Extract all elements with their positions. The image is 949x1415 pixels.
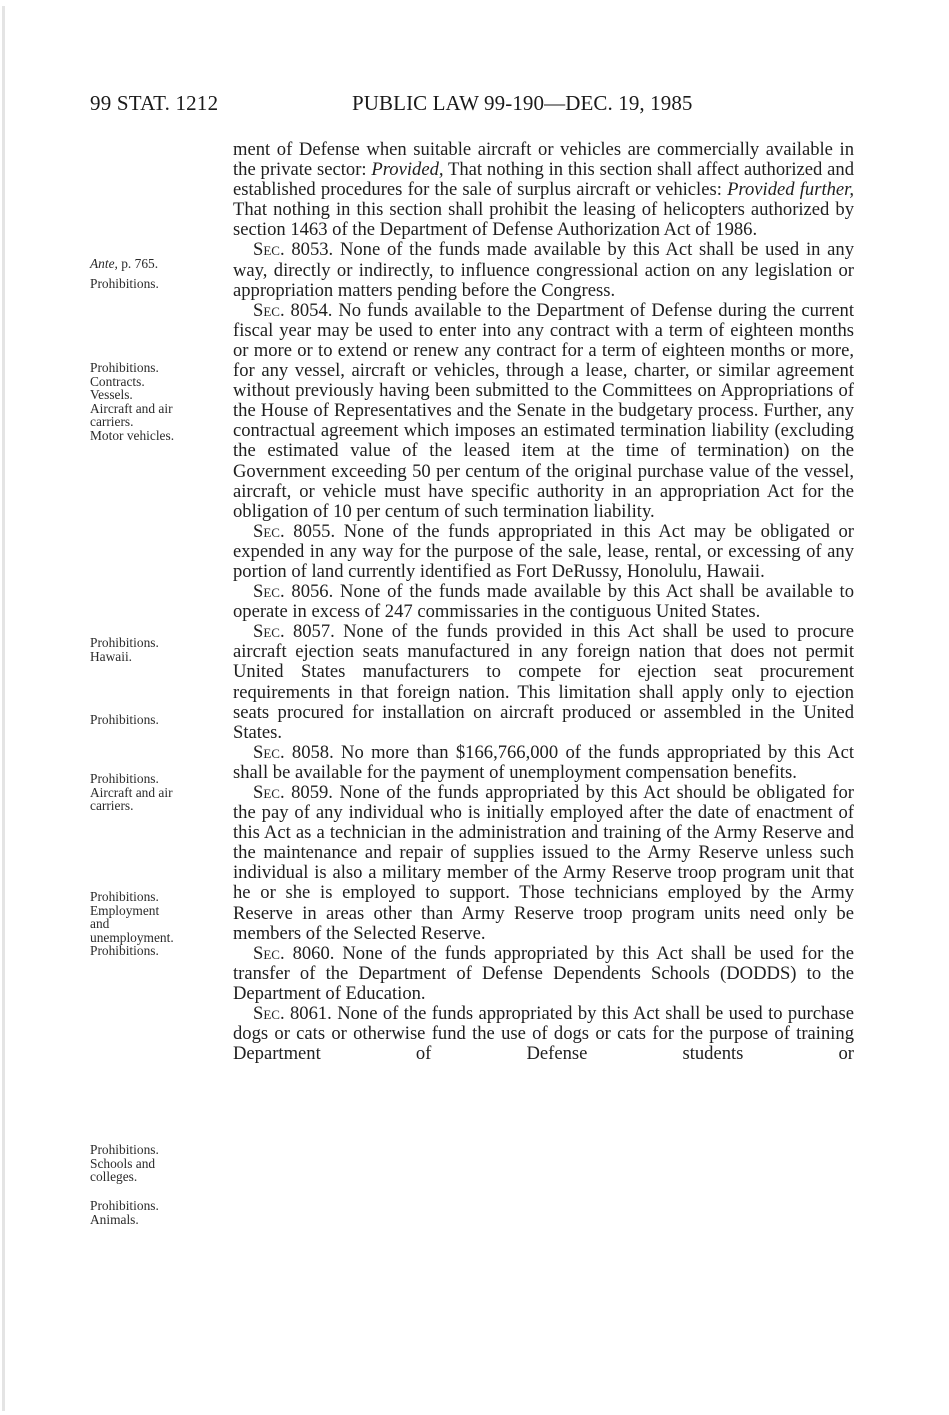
section-number: 8055. <box>293 520 336 542</box>
section-8056 <box>233 582 854 622</box>
section-8059 <box>233 783 854 944</box>
section-label: Sec. <box>253 621 285 643</box>
margin-note-8060 <box>90 1143 220 1184</box>
section-text: None of the funds appropriated by this Act should be obligated for the pay of any individual who is initially employed after the date of enactment of this Act as a technician in the administration and training of the Army Reserve and the maintenance and repair of supplies issued to the Army Reserve unless such individual is also a military member of the Army Reserve troop program unit that he or she is employed to support. Those technicians employed by the Army Reserve in areas other than Army Reserve troop program units need only be members of the Selected Reserve. <box>233 782 854 944</box>
margin-note-8061 <box>90 1199 220 1226</box>
margin-note-text: colleges. <box>90 1169 138 1185</box>
margin-note-text: Ante, <box>90 256 118 271</box>
section-label: Sec. <box>253 520 285 542</box>
section-number: 8053. <box>291 239 334 261</box>
margin-note-text: Aircraft and air <box>90 400 173 416</box>
section-number: 8059. <box>291 782 333 803</box>
section-text: None of the funds appropriated by this Act shall be used for the transfer of the Department of Defense Dependents Schools (DODDS) to the Department of Education. <box>233 942 854 1004</box>
section-label: Sec. <box>253 1003 285 1025</box>
section-label: Sec. <box>253 239 285 261</box>
margin-note-text: Prohibitions. <box>90 943 159 959</box>
margin-note-text: Animals. <box>90 1211 139 1227</box>
section-label: Sec. <box>253 782 285 803</box>
section-label: Sec. <box>253 581 285 603</box>
section-number: 8061. <box>289 1003 332 1025</box>
margin-note-8057 <box>90 772 220 813</box>
section-number: 8058. <box>291 741 334 763</box>
section-8057 <box>233 622 854 743</box>
body-text <box>233 140 854 1064</box>
margin-note-text: Prohibitions. <box>90 1198 159 1213</box>
margin-note-text: and <box>90 916 110 932</box>
margin-note-8058-8059 <box>90 890 220 958</box>
margin-note-text: carriers. <box>90 798 134 814</box>
section-text: None of the funds appropriated in this Act may be obligated or expended in any way for the purpose of the sale, lease, rental, or excessing of any portion of land currently identified as Fort DeRussy, Honolulu, Hawaii. <box>233 520 855 582</box>
margin-note-text: p. 765. <box>117 256 159 271</box>
section-text: None of the funds made available by this Act shall be available to operate in excess of 247 commissaries in the contiguous United States. <box>233 581 854 623</box>
margin-note-text: Schools and <box>90 1155 156 1171</box>
page-edge <box>2 6 5 1411</box>
margin-note-text: Contracts. <box>90 373 145 389</box>
section-text: None of the funds made available by this Act shall be used in any way, directly or indirectly, to influence congressional action on any legislation or appropriation matters pending before the Congress. <box>233 239 855 301</box>
margin-note-text: Vessels. <box>90 387 133 403</box>
margin-note-text: Hawaii. <box>90 648 133 664</box>
margin-note-text: Prohibitions. <box>90 360 159 375</box>
section-label: Sec. <box>253 741 285 763</box>
section-8053 <box>233 240 854 300</box>
section-8061 <box>233 1004 854 1064</box>
margin-note-text: Prohibitions. <box>90 276 159 291</box>
section-label: Sec. <box>253 942 285 964</box>
section-text: None of the funds appropriated by this Act shall be used to purchase dogs or cats or otherwise fund the use of dogs or cats for the purpose of training Department of Defense students or <box>233 1003 854 1065</box>
margin-note-text: Motor vehicles. <box>90 427 175 443</box>
margin-note-8056 <box>90 713 220 727</box>
margin-note-text: Prohibitions. <box>90 635 159 650</box>
margin-note-8055 <box>90 636 220 663</box>
margin-note-ante <box>90 257 220 271</box>
section-8058 <box>233 743 854 783</box>
margin-note-text: Prohibitions. <box>90 771 159 786</box>
margin-note-8053 <box>90 277 220 291</box>
margin-note-text: Prohibitions. <box>90 712 159 727</box>
section-8054 <box>233 301 854 522</box>
section-number: 8056. <box>291 581 334 603</box>
section-text: No funds available to the Department of Defense during the current fiscal year may be used to enter into any contract with a term of eighteen months or more or to extend or renew any contract for a term of eighteen months or more, for any vessel, aircraft or vehicles, through a lease, charter, or similar agreement without previously having been submitted to the Committees on Appropriations of the House of Representatives and the Senate in the budgetary process. Further, any contractual agreement which imposes an estimated termination liability (excluding the estimated value of the leased item at the time of termination) on the Government exceeding 50 per centum of the original purchase value of the vessel, aircraft, or vehicle must have specific authority in an appropriation Act for the obligation of 10 per centum of such termination liability. <box>233 299 854 522</box>
continuation-paragraph: ment of Defense when suitable aircraft or vehicles are commercially available in the private sector: Provided, That nothing in this section shall affect authorized and established procedures for the sale of surplus aircraft or vehicles: Provided further, That nothing in this section shall prohibit the leasing of helicopters authorized by section 1463 of the Department of Defense Authorization Act of 1986. <box>233 139 854 241</box>
section-number: 8054. <box>290 299 333 321</box>
section-number: 8060. <box>292 942 335 964</box>
section-text: No more than $166,766,000 of the funds appropriated by this Act shall be available for the payment of unemployment compensation benefits. <box>233 741 854 783</box>
running-head <box>90 90 740 116</box>
section-text: None of the funds provided in this Act shall be used to procure aircraft ejection seats manufactured in any foreign nation that does not permit United States manufacturers to compete for ejection seat procurement requirements in that foreign nation. This limitation shall apply only to ejection seats procured for installation on aircraft produced or assembled in the United States. <box>233 621 854 743</box>
margin-note-8054 <box>90 361 220 443</box>
margin-note-text: Aircraft and air <box>90 784 173 800</box>
section-label: Sec. <box>253 299 285 321</box>
margin-note-text: Employment <box>90 902 160 918</box>
margin-note-text: carriers. <box>90 414 134 430</box>
margin-note-text: Prohibitions. <box>90 889 159 904</box>
law-title: PUBLIC LAW 99-190—DEC. 19, 1985 <box>352 91 693 115</box>
margin-note-text: unemployment. <box>90 929 174 945</box>
section-8060 <box>233 944 854 1004</box>
section-8055 <box>233 522 854 582</box>
statute-page-number: 99 STAT. 1212 <box>90 91 219 115</box>
section-number: 8057. <box>292 621 335 643</box>
margin-note-text: Prohibitions. <box>90 1142 159 1157</box>
